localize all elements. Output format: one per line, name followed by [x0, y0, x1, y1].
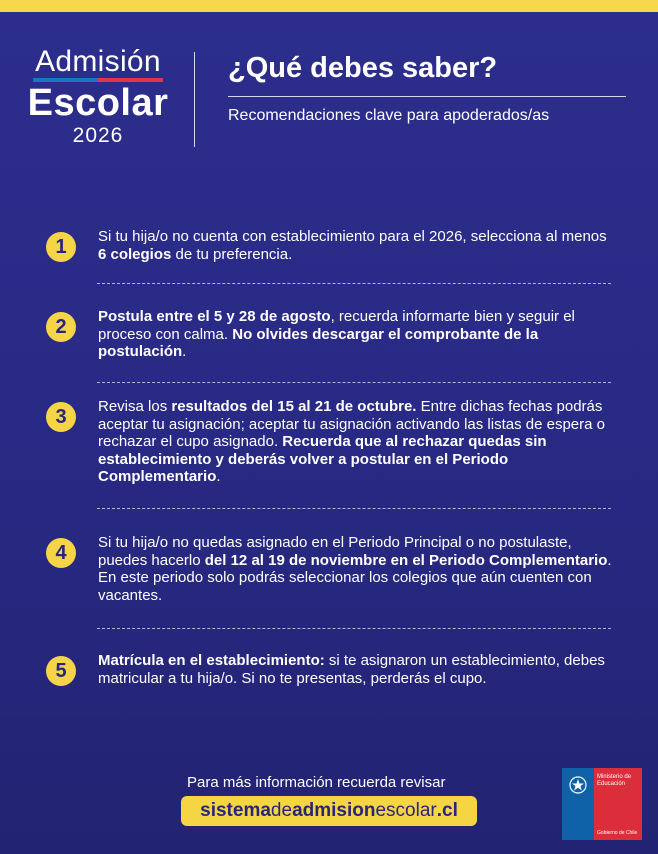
emphasis-text: resultados del 15 al 21 de octubre.	[171, 398, 417, 415]
body-text: de tu preferencia.	[171, 245, 293, 263]
logo-blue-block	[562, 768, 594, 840]
body-text: Si tu hija/o no cuenta con establecimiento para el 2026, selecciona al menos	[98, 228, 607, 245]
step-divider	[97, 628, 611, 629]
step-number-badge: 1	[46, 232, 76, 262]
step-number-badge: 2	[46, 312, 76, 342]
step-text	[98, 308, 618, 361]
footer-info: Para más información recuerda revisar	[187, 774, 446, 791]
step-text	[98, 398, 618, 486]
step-text	[98, 652, 618, 687]
ministry-name: Ministerio de Educación	[597, 774, 632, 787]
page-subtitle: Recomendaciones clave para apoderados/as	[228, 107, 550, 124]
emphasis-text: Postula entre el 5 y 28 de agosto	[98, 308, 331, 325]
step-number-badge: 3	[46, 402, 76, 432]
admision-escolar-logo	[26, 46, 170, 148]
step-divider	[97, 283, 611, 284]
body-text: Revisa los	[98, 398, 172, 415]
emphasis-text: sistema	[200, 800, 271, 821]
website-link[interactable]	[181, 796, 477, 826]
emphasis-text: del 12 al 19 de noviembre en el Periodo Complementario	[204, 551, 608, 569]
step-text	[98, 228, 618, 263]
brand-year: 2026	[72, 124, 124, 147]
emphasis-text: No olvides descargar el comprobante de la postulación	[98, 325, 539, 360]
government-name: Gobierno de Chile	[597, 830, 638, 836]
header-divider	[194, 52, 195, 147]
brand-line2: Escolar	[27, 82, 169, 124]
body-text: si te asignaron un establecimiento, debes matricular a tu hija/o. Si no te presentas, perderás el cupo.	[98, 652, 605, 687]
brand-line1: Admisión	[35, 45, 161, 78]
emphasis-text: .cl	[436, 800, 458, 821]
body-text: . En este periodo solo podrás seleccionar los colegios que aún cuenten con vacantes.	[98, 551, 612, 604]
emphasis-text: Recuerda que al rechazar quedas sin establecimiento y deberás volver a postular en el Periodo Complementario	[98, 433, 547, 485]
emphasis-text: Matrícula en el establecimiento:	[98, 652, 325, 669]
title-underline	[228, 96, 626, 97]
body-text: Si tu hija/o no quedas asignado en el Periodo Principal o no postulaste, puedes hacerlo	[98, 534, 572, 569]
body-text: Entre dichas fechas podrás aceptar tu asignación; aceptar tu asignación activando las listas de espera o rechazar el cupo asignado.	[98, 398, 605, 450]
top-accent-bar	[0, 0, 658, 12]
emphasis-text: admision	[292, 800, 376, 821]
step-divider	[97, 508, 611, 509]
page-title: ¿Qué debes saber?	[228, 52, 498, 84]
mineduc-logo	[562, 768, 642, 840]
step-number-badge: 5	[46, 656, 76, 686]
coat-of-arms-icon	[562, 768, 594, 808]
body-text: escolar	[375, 800, 437, 821]
body-text: .	[182, 343, 187, 360]
body-text: , recuerda informarte bien y seguir el proceso con calma.	[98, 308, 575, 343]
step-divider	[97, 382, 611, 383]
body-text: .	[216, 468, 221, 485]
step-number-badge: 4	[46, 538, 76, 568]
emphasis-text: 6 colegios	[98, 245, 172, 263]
step-text	[98, 534, 618, 604]
body-text: de	[270, 800, 293, 821]
